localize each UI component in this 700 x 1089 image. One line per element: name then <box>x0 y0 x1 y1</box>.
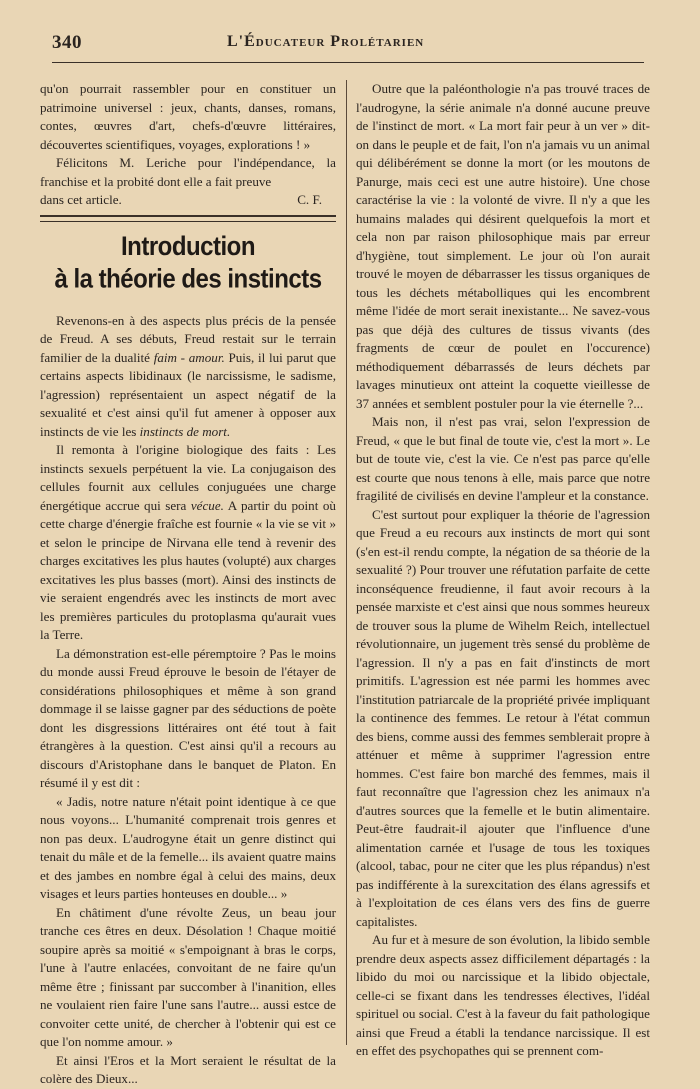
page-number: 340 <box>52 32 82 53</box>
paragraph: Mais non, il n'est pas vrai, selon l'expression de Freud, « que le but final de toute vie, c'est la mort ». Le but de toute vie, c'est la vie. Ce n'est pas parce qu'elle est courte que nous tenons à elle, mais parce que notre fragilité de civilisés en devine l'ampleur et la constance. <box>356 414 650 503</box>
right-column <box>356 80 650 1058</box>
article-title <box>40 230 336 295</box>
paragraph-end: dans cet article. <box>40 192 122 207</box>
text: Revenons-en à des aspects plus précis de la pensée de Freud. A ses débuts, Freud restait sur le terrain familier de la dualité <box>40 312 336 365</box>
section-divider <box>40 215 336 222</box>
paragraph: C'est surtout pour expliquer la théorie de l'agression que Freud a eu recours aux instincts de mort qui sont (s'en est-il rendu compte, la négation de sa théorie de la sexualité ?) Pour trouver une réfutation parfaite de cette inconséquence freudienne, il faut avoir recours à la pensée marxiste et c'est ainsi que nous sommes heureux de trouver sous la plume de Wihelm Reich, intellectuel révolutionnaire, un jugement très sensé du problème de l'agression. Il n'y a pas en fait d'instincts de mort primitifs. L'agression est née parmi les hommes avec l'institution patriarcale de la propriété privée impliquant la continence des femmes. Le retour à l'état commun des biens, comme aussi des femmes semblerait propre à atténuer et même à supprimer l'agression entre hommes. C'est faire bon marché des femmes, mais il faut reconnaître que l'agression chez les animaux n'a d'autres sources que la femelle et le butin alimentaire. Peut-être faudrait-il ajouter que l'influence d'une alimentation carnée et l'usage de tous les toxiques (alcool, tabac, pour ne citer que les plus répandus) n'est pas indifférente à la surexcitation des élans agressifs et à l'exploitation de ces élans vers des fins de guerre capitalistes. <box>356 506 650 929</box>
column-divider <box>346 80 347 1045</box>
paragraph: qu'on pourrait rassembler pour en constituer un patrimoine universel : jeux, chants, danses, romans, contes, œuvres d'art, chefs-d'œuvre littéraires, découvertes scientifiques, voyages, explorations ! » <box>40 81 336 152</box>
paragraph: Outre que la paléonthologie n'a pas trouvé traces de l'audrogyne, la série animale n'a donné aucune preuve de l'instinct de mort. « La mort fair peur à un ver » dit-on dans le peuple et de fait, l'on n'a jamais vu un animal qui délibérément se donne la mort (or les moutons de Panurge, mais ceci est une autre histoire). Une chose caractérise la vie : la volonté de vivre. Il n'y a que les humains malades qui désirent quelquefois la mort et cela non par raison philosophique mais par erreur d'hygiène, tout simplement. Le jour où l'on aurait trouvé le moyen de débarrasser les tissus organiques de tous les déchets métabolliques qui les encombrent même l'idée de mort serait inexistante... Ne savez-vous pas que déjà des cultures de tissus vivants (des fragments de cœur de poulet en l'occurence) méthodiquement débarrassés de leurs déchets par lavages minutieux ont atteint la coquette vieillesse de 37 années et semblent postuler pour la vie éternelle ?... <box>356 81 650 411</box>
article-title-line-1: Introduction <box>121 231 255 262</box>
page-header <box>52 30 644 63</box>
signature-line <box>40 191 336 210</box>
paragraph: Au fur et à mesure de son évolution, la libido semble prendre deux aspects assez difficilement départagés : la libido du moi ou narcissique et la libido objectale, celle-ci se fixant dans les tendresses électives, l'idéal spirituel ou social. C'est à la faveur du fait pathologique ainsi que Freud a établi la tendance narcissique. Il est en effet des psychopathes qui se prennent com- <box>356 932 650 1058</box>
paragraph: Félicitons M. Leriche pour l'indépendance, la franchise et la probité dont elle a fait preuve <box>40 155 336 189</box>
article-title-line-2: à la théorie des instincts <box>54 263 322 294</box>
running-title: L'Éducateur Prolétarien <box>227 33 425 50</box>
emphasis: instincts de mort. <box>139 423 231 439</box>
paragraph <box>40 441 336 645</box>
author-signature: C. F. <box>297 192 322 207</box>
quotation: « Jadis, notre nature n'était point identique à ce que nous voyons... L'humanité comprenait trois genres et non pas deux. L'audrogyne était un genre distinct qui tenait du mâle et de la femelle... ils avaient quatre mains et des jambes en nombre égal à celui des mains, deux visages et leurs parties honteuses en double... » <box>40 793 336 901</box>
emphasis: vécue. <box>190 497 224 513</box>
text: Puis, il lui parut que certains aspects libidinaux (le narcissisme, le sadisme, l'agression) représentaient un aspect négatif de la sexualité et c'est ainsi qu'il fut amener à opposer aux instincts de vie les <box>40 349 336 439</box>
paragraph: En châtiment d'une révolte Zeus, un beau jour tranche ces êtres en deux. Désolation ! Chaque moitié soupire après sa moitié « s'empoignant à bras le corps, l'une à l'autre enlacées, convoitant de ne faire qu'un même être ; finissant par succomber à l'inanition, elles ne voulaient rien faire l'une sans l'autre... aussi estce de convoiter cette unité, de chercher à l'obtenir qui est ce que l'on nomme amour. » <box>40 904 336 1049</box>
text: Il remonta à l'origine biologique des faits : Les instincts sexuels perpétuent la vie. La conjugaison des cellules fournit aux cellules conjuguées une charge énergétique accrue qui sera <box>40 442 336 513</box>
paragraph <box>40 312 336 442</box>
emphasis: faim - amour. <box>153 349 225 365</box>
text: A partir du point où cette charge d'énergie fraîche est fournie « la vie se vit » et selon le principe de Nirvana elle tend à revenir des charges excitatives les plus hautes (volupté) aux charges excitatives les plus basses (mort). Ainsi des instincts de vie seraient engendrés avec les instincts de mort avec les premières particules du protoplasma qu'aurait vues la Terre. <box>40 497 336 642</box>
left-column <box>40 80 336 1086</box>
paragraph: La démonstration est-elle péremptoire ? Pas le moins du monde aussi Freud éprouve le besoin de l'étayer de considérations philosophiques et même à son grand dommage il se laisse gagner par des séductions de poète dont les disgressions littéraires ont été tout à fait étrangères à la question. C'est ainsi qu'il a recours au discours d'Aristophane dans le banquet de Platon. En résumé il y est dit : <box>40 645 336 790</box>
paragraph: Et ainsi l'Eros et la Mort seraient le résultat de la colère des Dieux... <box>40 1052 336 1086</box>
